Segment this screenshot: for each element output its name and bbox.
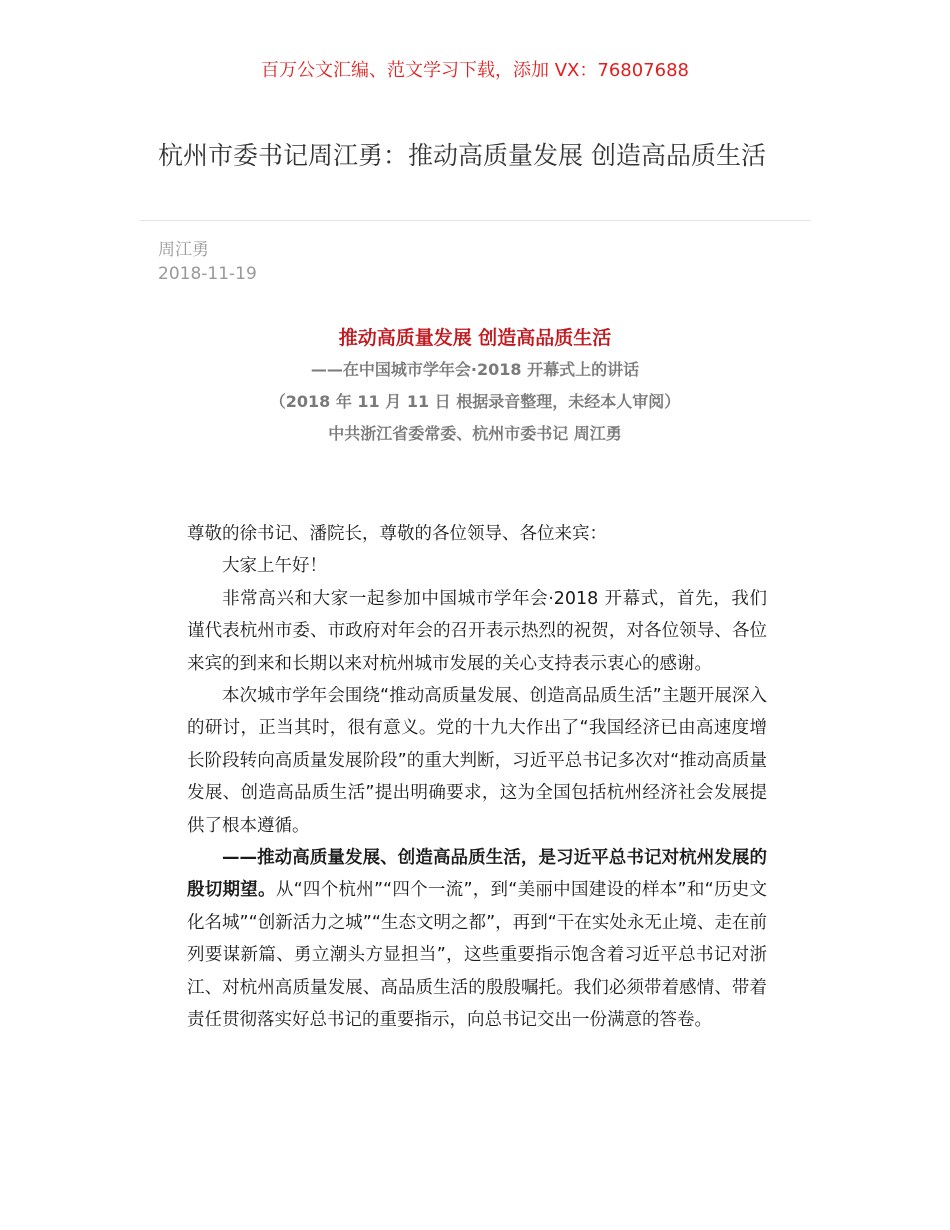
speech-title: 推动高质量发展 创造高品质生活 <box>338 327 612 349</box>
salutation: 尊敬的徐书记、潘院长，尊敬的各位领导、各位来宾： <box>187 524 607 544</box>
speech-speaker: 中共浙江省委常委、杭州市委书记 周江勇 <box>328 424 622 443</box>
speech-note: （2018 年 11 月 11 日 根据录音整理，未经本人审阅） <box>269 392 681 411</box>
article-author: 周江勇 <box>158 240 209 260</box>
paragraph-3-rest: 从“四个杭州”“四个一流”，到“美丽中国建设的样本”和“历史文化名城”“创新活力之城”“生态文明之都”，再到“干在实处永无止境、走在前列要谋新篇、勇立潮头方显担当”，这些重要指示饱含着习近平总书记对浙江、对杭州高质量发展、高品质生活的殷殷嘱托。我们必须带着感情、带着责任贯彻落实好总书记的重要指示，向总书记交出一份满意的答卷。 <box>187 880 767 1031</box>
article-date: 2018-11-19 <box>158 264 257 284</box>
paragraph-3 <box>187 842 767 1036</box>
greeting: 大家上午好！ <box>222 556 327 577</box>
paragraph-1: 非常高兴和大家一起参加中国城市学年会·2018 开幕式，首先，我们谨代表杭州市委、市政府对年会的召开表示热烈的祝贺，对各位领导、各位来宾的到来和长期以来对杭州城市发展的关心支持表示衷心的感谢。 <box>187 588 767 674</box>
speech-body <box>187 518 767 1037</box>
article-title: 杭州市委书记周江勇：推动高质量发展 创造高品质生活 <box>158 141 766 170</box>
promo-banner: 百万公文汇编、范文学习下载，添加 VX：76807688 <box>261 60 689 81</box>
speech-subtitle: ——在中国城市学年会·2018 开幕式上的讲话 <box>310 360 640 379</box>
article-meta <box>158 238 257 286</box>
speech-header <box>0 322 950 450</box>
paragraph-2: 本次城市学年会围绕“推动高质量发展、创造高品质生活”主题开展深入的研讨，正当其时，很有意义。党的十九大作出了“我国经济已由高速度增长阶段转向高质量发展阶段”的重大判断，习近平总书记多次对“推动高质量发展、创造高品质生活”提出明确要求，这为全国包括杭州经济社会发展提供了根本遵循。 <box>187 686 767 836</box>
paragraph-3-lead: ——推动高质量发展、创造高品质生活，是习近平总书记对杭州发展的殷切期望。 <box>187 848 767 901</box>
title-divider <box>140 220 810 221</box>
